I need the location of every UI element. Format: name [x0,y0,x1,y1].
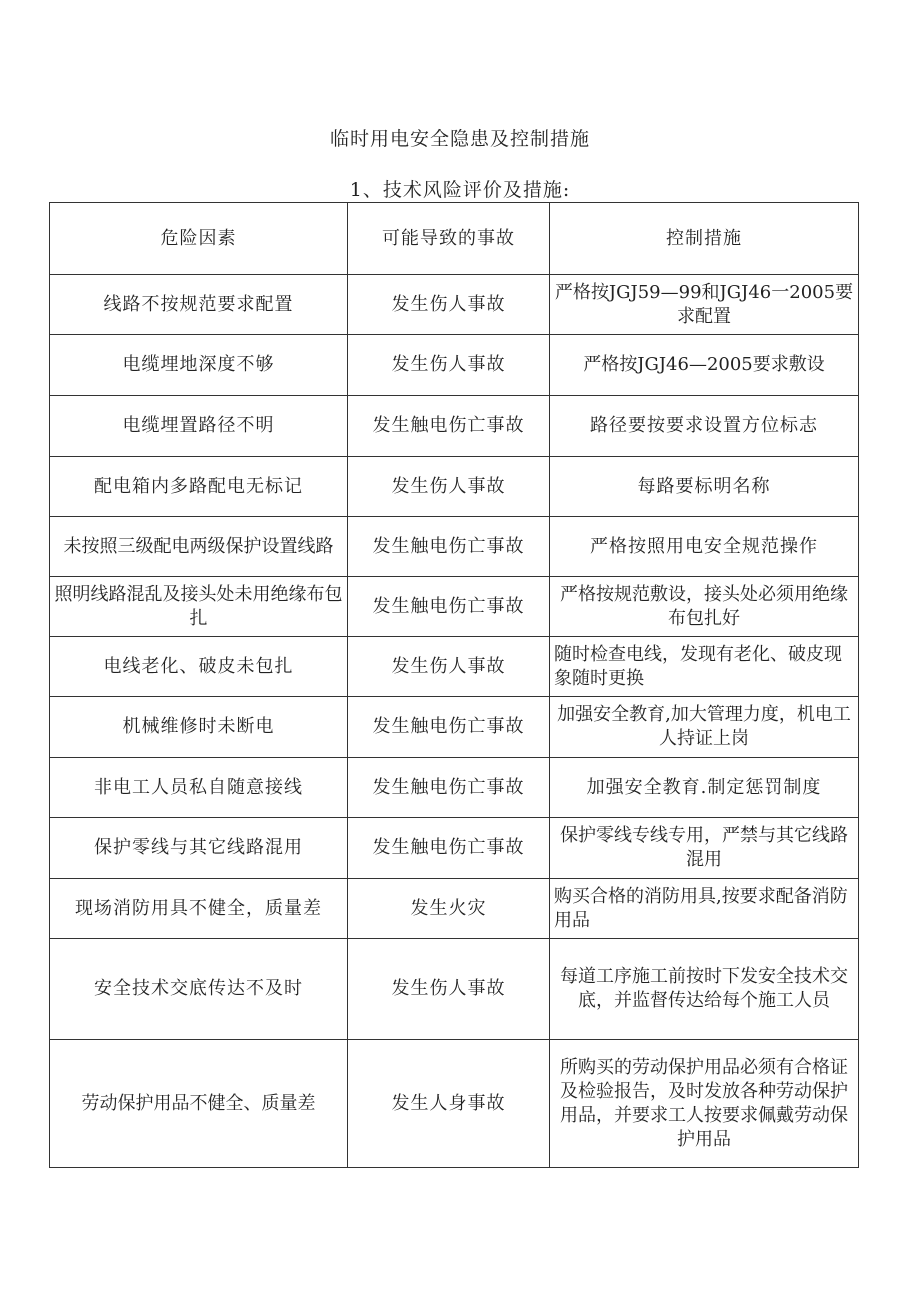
cell-measure: 所购买的劳动保护用品必须有合格证及检验报告，及时发放各种劳动保护用品，并要求工人按要求佩戴劳动保护用品 [550,1040,859,1168]
header-measure: 控制措施 [550,203,859,275]
table-row [50,457,859,517]
cell-accident: 发生触电伤亡事故 [348,697,550,758]
cell-accident: 发生伤人事故 [348,457,550,517]
cell-hazard: 电线老化、破皮未包扎 [50,637,348,697]
cell-accident: 发生触电伤亡事故 [348,818,550,879]
cell-measure: 购买合格的消防用具,按要求配备消防用品 [550,879,859,939]
table-row [50,1040,859,1168]
cell-measure: 每道工序施工前按时下发安全技术交底，并监督传达给每个施工人员 [550,939,859,1040]
cell-hazard: 未按照三级配电两级保护设置线路 [50,517,348,577]
cell-hazard: 劳动保护用品不健全、质量差 [50,1040,348,1168]
table-row [50,939,859,1040]
cell-measure: 严格按照用电安全规范操作 [550,517,859,577]
cell-accident: 发生人身事故 [348,1040,550,1168]
table-row [50,517,859,577]
table-row [50,879,859,939]
cell-hazard: 照明线路混乱及接头处未用绝缘布包扎 [50,577,348,637]
table-row [50,335,859,396]
table-row [50,758,859,818]
cell-measure: 保护零线专线专用，严禁与其它线路混用 [550,818,859,879]
cell-measure: 严格按JGJ46—2005要求敷设 [550,335,859,396]
risk-table [49,202,859,1168]
cell-hazard: 非电工人员私自随意接线 [50,758,348,818]
cell-accident: 发生伤人事故 [348,637,550,697]
cell-measure: 路径要按要求设置方位标志 [550,396,859,457]
header-accident: 可能导致的事故 [348,203,550,275]
cell-hazard: 配电箱内多路配电无标记 [50,457,348,517]
cell-accident: 发生触电伤亡事故 [348,517,550,577]
cell-accident: 发生伤人事故 [348,335,550,396]
document-title: 临时用电安全隐患及控制措施 [329,128,590,150]
table-row [50,577,859,637]
cell-hazard: 电缆埋置路径不明 [50,396,348,457]
table-row [50,637,859,697]
cell-hazard: 电缆埋地深度不够 [50,335,348,396]
cell-hazard: 保护零线与其它线路混用 [50,818,348,879]
table-row [50,818,859,879]
cell-accident: 发生触电伤亡事故 [348,396,550,457]
table-header-row [50,203,859,275]
cell-hazard: 安全技术交底传达不及时 [50,939,348,1040]
cell-measure: 加强安全教育,加大管理力度，机电工人持证上岗 [550,697,859,758]
cell-hazard: 现场消防用具不健全，质量差 [50,879,348,939]
cell-accident: 发生触电伤亡事故 [348,758,550,818]
table-row [50,697,859,758]
cell-measure: 每路要标明名称 [550,457,859,517]
section-heading: 1、技术风险评价及措施: [349,179,571,201]
header-hazard: 危险因素 [50,203,348,275]
cell-measure: 随时检查电线，发现有老化、破皮现象随时更换 [550,637,859,697]
cell-accident: 发生触电伤亡事故 [348,577,550,637]
cell-measure: 加强安全教育.制定惩罚制度 [550,758,859,818]
table-row [50,275,859,335]
cell-accident: 发生伤人事故 [348,939,550,1040]
cell-measure: 严格按规范敷设，接头处必须用绝缘布包扎好 [550,577,859,637]
cell-measure: 严格按JGJ59—99和JGJ46一2005要求配置 [550,275,859,335]
cell-hazard: 线路不按规范要求配置 [50,275,348,335]
cell-accident: 发生火灾 [348,879,550,939]
cell-accident: 发生伤人事故 [348,275,550,335]
cell-hazard: 机械维修时未断电 [50,697,348,758]
table-row [50,396,859,457]
